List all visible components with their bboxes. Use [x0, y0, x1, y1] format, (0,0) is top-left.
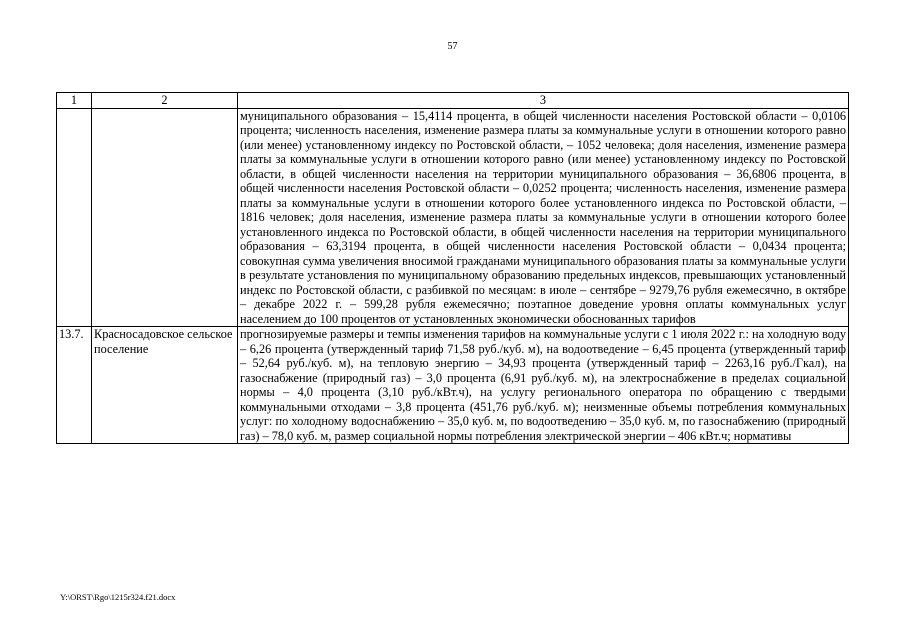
table-row [57, 108, 849, 327]
column-header-2: 2 [92, 93, 238, 109]
description-cell: прогнозируемые размеры и темпы изменения тарифов на коммунальные услуги с 1 июля 2022 г.: на холодную воду – 6,26 процента (утвержденный тариф 71,58 руб./куб. м), на водоотведение – 6,45 процента (утвержденный тариф – 52,64 руб./куб. м), на тепловую энергию – 34,93 процента (утвержденный тариф – 2263,16 руб./Гкал), на газоснабжение (природный газ) – 3,0 процента (6,91 руб./куб. м), на электроснабжение в пределах социальной нормы – 4,0 процента (3,10 руб./кВт.ч), на услугу регионального оператора по обращению с твердыми коммунальными отходами – 3,8 процента (451,76 руб./куб. м); неизменные объемы потребления коммунальных услуг: по холодному водоснабжению – 35,0 куб. м, по водоотведению – 35,0 куб. м, по газоснабжению (природный газ) – 78,0 куб. м, размер социальной нормы потребления электрической энергии – 406 кВт.ч; нормативы [238, 327, 849, 444]
page-number: 57 [447, 41, 458, 52]
row-number-cell [57, 108, 92, 327]
table-row [57, 327, 849, 444]
document-table [56, 92, 849, 444]
column-header-1: 1 [57, 93, 92, 109]
table-header-row [57, 93, 849, 109]
column-header-3: 3 [238, 93, 849, 109]
municipality-name-cell: Красносадовское сельское поселение [92, 327, 238, 444]
file-path-footer: Y:\ORST\Rgo\1215r324.f21.docx [60, 592, 176, 602]
description-cell: муниципального образования – 15,4114 процента, в общей численности населения Ростовской области – 0,0106 процента; численность населения, изменение размера платы за коммунальные услуги в отношении которого равно (или менее) установленному индексу по Ростовской области, – 1052 человека; доля населения, изменение размера платы за коммунальные услуги в отношении которого равно (или менее) установленному индексу по Ростовской области, в общей численности населения на территории муниципального образования – 36,6806 процента, в общей численности населения Ростовской области – 0,0252 процента; численность населения, изменение размера платы за коммунальные услуги в отношении которого более установленного индекса по Ростовской области, – 1816 человек; доля населения, изменение размера платы за коммунальные услуги в отношении которого более установленного индекса по Ростовской области, в общей численности населения на территории муниципального образования – 63,3194 процента, в общей численности населения Ростовской области – 0,0434 процента; совокупная сумма увеличения вносимой гражданами муниципального образования платы за коммунальные услуги в результате установления по муниципальному образованию предельных индексов, превышающих установленный индекс по Ростовской области, с разбивкой по месяцам: в июле – сентябре – 9279,76 рубля ежемесячно, в октябре – декабре 2022 г. – 599,28 рубля ежемесячно; поэтапное доведение уровня оплаты коммунальных услуг населением до 100 процентов от установленных экономически обоснованных тарифов [238, 108, 849, 327]
municipality-name-cell [92, 108, 238, 327]
row-number-cell: 13.7. [57, 327, 92, 444]
